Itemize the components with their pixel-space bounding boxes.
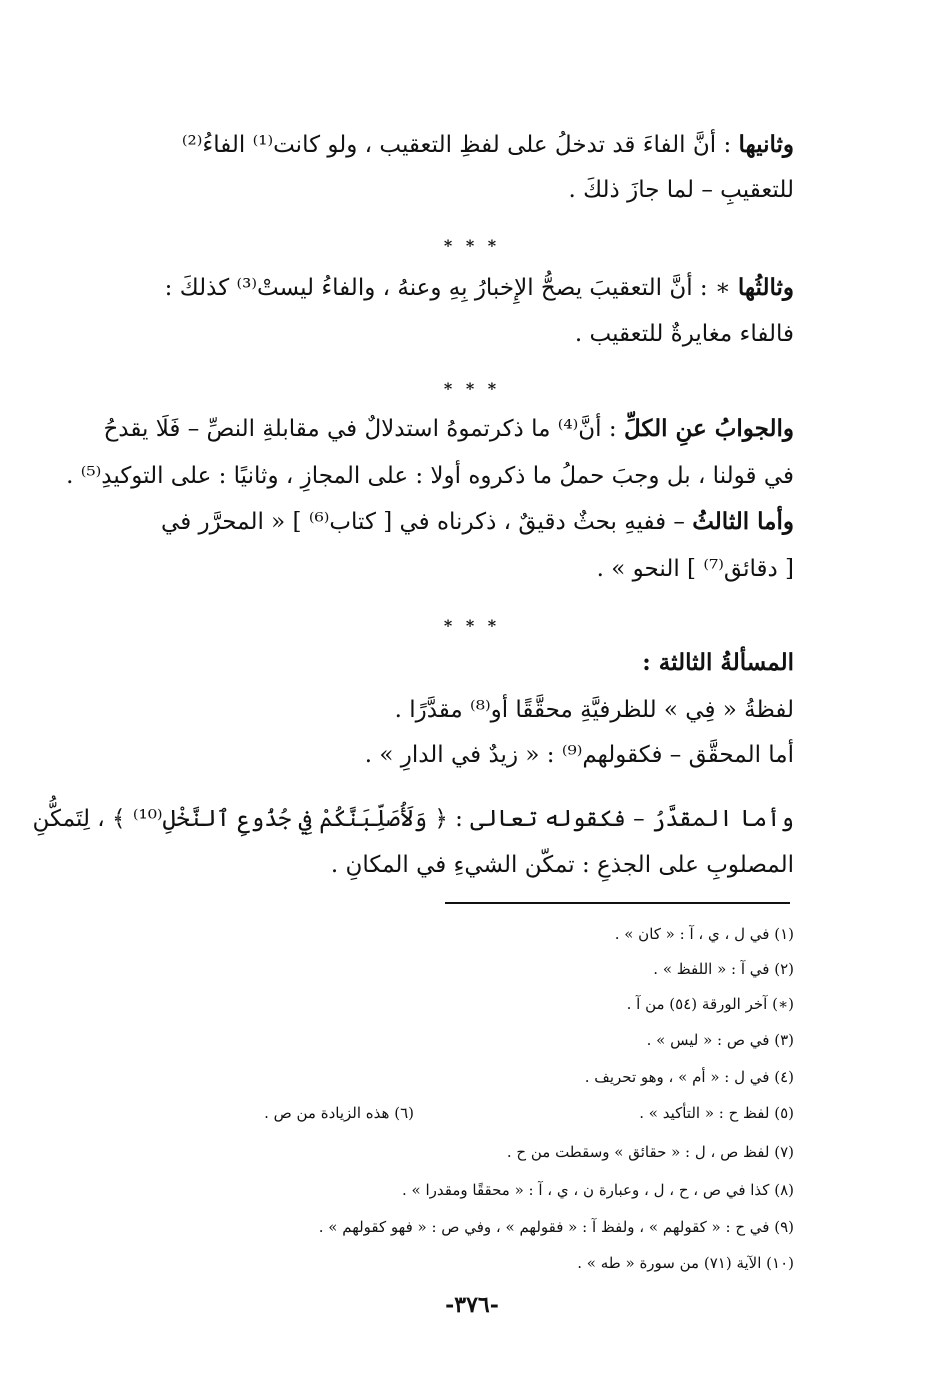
term-answer: والجوابُ عنِ الكلِّ: [623, 415, 794, 442]
paragraph-fi-line-1: لفظةُ « فِي » للظرفيَّةِ محقَّقًا أو⁽⁸⁾ مقدَّرًا .: [394, 697, 794, 723]
separator-stars: * * *: [443, 236, 501, 255]
footnote-2: (٢) في آ : « اللفظ » .: [653, 960, 794, 978]
term-second: وثانيها: [738, 131, 794, 158]
paragraph-second-line-1: [154, 123, 794, 167]
text-run: – ففيهِ بحثٌ دقيقٌ ، ذكرناه في [ كتاب⁽⁶⁾ ] « المحرَّر في: [161, 509, 693, 535]
paragraph-estimated-line-1: وأما المقدَّرُ – فكقوله تعالى : ﴿ وَلَأُصَلِّبَنَّكُمْ فِي جُذُوعِ ٱلنَّخْلِ⁽¹⁰⁾ ﴾ ، لِتَمكُّنِ: [32, 806, 794, 832]
footnote-5: (٥) لفظ ح : « التأكيد » .: [639, 1104, 794, 1122]
separator-stars: * * *: [443, 616, 501, 635]
footnote-9: (٩) في ح : « كقولهم » ، ولفظ آ : « فقولهم » ، وفي ص : « فهو كقولهم » .: [318, 1218, 794, 1236]
paragraph-fi-line-2: أما المحقَّق – فكقولهم⁽⁹⁾ : « زيدٌ في الدارِ » .: [364, 742, 794, 768]
text-run: ∗ : أنَّ التعقيبَ يصحُّ الإِخبارُ بِهِ وعنهُ ، والفاءُ ليستْ⁽³⁾ كذلكَ :: [164, 275, 738, 301]
term-as-for-third: وأما الثالثُ: [692, 508, 794, 535]
paragraph-third-line-2: فالفاء مغايرةٌ للتعقيب .: [574, 321, 794, 347]
footnote-7: (٧) لفظ ص ، ل : « حقائق » وسقطت من ح .: [506, 1143, 794, 1161]
footnote-6: (٦) هذه الزيادة من ص .: [264, 1104, 414, 1122]
paragraph-answer-line-1: [103, 407, 794, 451]
footnote-8: (٨) كذا في ص ، ح ، ل ، وعبارة ن ، ي ، آ : « محققًا ومقدرا » .: [401, 1181, 794, 1199]
term-third: وثالثُها: [737, 274, 794, 301]
footnote-3: (٣) في ص : « ليس » .: [646, 1031, 794, 1049]
paragraph-third-point-line-1: [154, 500, 794, 544]
text-run: : أنَّ⁽⁴⁾ ما ذكرتموهُ استدلالٌ في مقابلةِ النصِّ – فَلَا يقدحُ: [103, 416, 624, 442]
text-run: : أنَّ الفاءَ قد تدخلُ على لفظِ التعقيب ، ولو كانت⁽¹⁾ الفاءُ⁽²⁾: [181, 132, 739, 158]
footnote-10: (١٠) الآية (٧١) من سورة « طه » .: [577, 1254, 794, 1272]
footnote-divider: [445, 902, 790, 904]
section-heading: المسألةُ الثالثة :: [642, 649, 794, 676]
paragraph-answer-line-2: في قولنا ، بل وجبَ حملُ ما ذكروه أولا : على المجازِ ، وثانيًا : على التوكيدِ⁽⁵⁾ .: [66, 463, 794, 489]
footnote-star: (∗) آخر الورقة (٥٤) من آ .: [626, 995, 794, 1013]
paragraph-estimated-line-2: المصلوبِ على الجذعِ : تمكّن الشيءِ في المكانِ .: [330, 852, 794, 878]
paragraph-second-line-2: للتعقيبِ – لما جازَ ذلكَ .: [568, 177, 794, 203]
paragraph-third-point-line-2: [ دقائق⁽⁷⁾ ] النحو » .: [596, 556, 794, 582]
paragraph-third-line-1: [154, 266, 794, 310]
page-number: -٣٧٦-: [445, 1292, 499, 1318]
separator-stars: * * *: [443, 379, 501, 398]
footnote-1: (١) في ل ، ي ، آ : « كان » .: [614, 925, 794, 943]
footnote-4: (٤) في ل : « أم » ، وهو تحريف .: [584, 1068, 794, 1086]
